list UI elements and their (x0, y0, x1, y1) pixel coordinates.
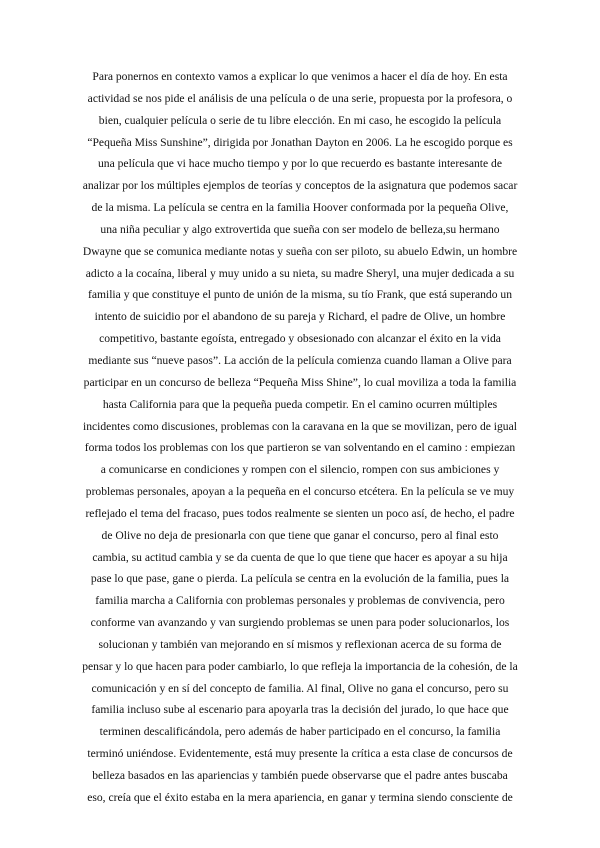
text-line: una película que vi hace mucho tiempo y por lo que recuerdo es bastante interesante de (97, 157, 502, 171)
text-line: solucionan y también van mejorando en sí mismos y reflexionan acerca de su forma de (98, 637, 502, 651)
text-line: terminen descalificándola, pero además de haber participado en el concurso, la familia (99, 725, 501, 739)
text-line: actividad se nos pide el análisis de una película o de una serie, propuesta por la profesora, o (87, 91, 513, 105)
text-line: problemas personales, apoyan a la pequeña en el concurso etcétera. En la película se ve muy (85, 485, 515, 499)
body-paragraph (60, 66, 540, 809)
text-line: analizar por los múltiples ejemplos de teorías y conceptos de la asignatura que podemos sacar (82, 179, 518, 193)
text-line: bien, cualquier película o serie de tu libre elección. En mi caso, he escogido la película (98, 113, 502, 127)
text-line: competitivo, bastante egoísta, entregado y obsesionado con alcanzar el éxito en la vida (99, 332, 501, 346)
text-line: participar en un concurso de belleza “Pequeña Miss Shine”, lo cual moviliza a toda la familia (83, 375, 517, 389)
text-line: familia y que constituye el punto de unión de la misma, su tío Frank, que está superando un (87, 288, 513, 302)
text-line: “Pequeña Miss Sunshine”, dirigida por Jonathan Dayton en 2006. La he escogido porque es (87, 135, 513, 149)
text-line: intento de suicidio por el abandono de su pareja y Richard, el padre de Olive, un hombre (94, 310, 506, 324)
text-line: eso, creía que el éxito estaba en la mera apariencia, en ganar y termina siendo consciente de (87, 790, 513, 804)
text-line: Dwayne que se comunica mediante notas y sueña con ser piloto, su abuelo Edwin, un hombre (82, 244, 518, 258)
text-line: terminó uniéndose. Evidentemente, está muy presente la crítica a esta clase de concursos de (87, 747, 513, 761)
text-line: familia marcha a California con problemas personales y problemas de convivencia, pero (95, 594, 505, 608)
text-line: forma todos los problemas con los que partieron se van solventando en el camino : empiezan (84, 441, 516, 455)
text-line: pase lo que pase, gane o pierda. La película se centra en la evolución de la familia, pues la (90, 572, 510, 586)
text-line: mediante sus “nueve pasos”. La acción de la película comienza cuando llaman a Olive para (88, 353, 512, 367)
text-line: conforme van avanzando y van surgiendo problemas se unen para poder solucionarlos, los (90, 616, 510, 630)
text-line: belleza basados en las apariencias y también puede observarse que el padre antes buscaba (92, 769, 508, 782)
text-line: de la misma. La película se centra en la familia Hoover conformada por la pequeña Olive, (91, 201, 509, 215)
text-line: hasta California para que la pequeña pueda competir. En el camino ocurren múltiples (102, 397, 498, 411)
text-line: adicto a la cocaína, liberal y muy unido a su nieta, su madre Sheryl, una mujer dedicada a su (85, 266, 515, 280)
text-line: familia incluso sube al escenario para apoyarla tras la decisión del jurado, lo que hace que (91, 703, 509, 717)
text-line: incidentes como discusiones, problemas con la caravana en la que se movilizan, pero de igual (83, 419, 517, 433)
text-line: pensar y lo que hacen para poder cambiarlo, lo que refleja la importancia de la cohesión, de la (82, 659, 518, 673)
text-line: una niña peculiar y algo extrovertida que sueña con ser modelo de belleza,su hermano (100, 222, 500, 236)
text-line: de Olive no deja de presionarla con que tiene que ganar el concurso, pero al final esto (101, 528, 499, 542)
text-line: Para ponernos en contexto vamos a explicar lo que venimos a hacer el día de hoy. En esta (92, 70, 508, 83)
text-line: a comunicarse en condiciones y rompen con el silencio, rompen con sus ambiciones y (100, 463, 500, 477)
text-line: cambia, su actitud cambia y se da cuenta de que lo que tiene que hacer es apoyar a su hija (92, 550, 508, 564)
text-line: comunicación y en sí del concepto de familia. Al final, Olive no gana el concurso, pero su (91, 681, 509, 695)
text-line: reflejado el tema del fracaso, pues todos realmente se sienten un poco así, de hecho, el padre (85, 506, 515, 520)
